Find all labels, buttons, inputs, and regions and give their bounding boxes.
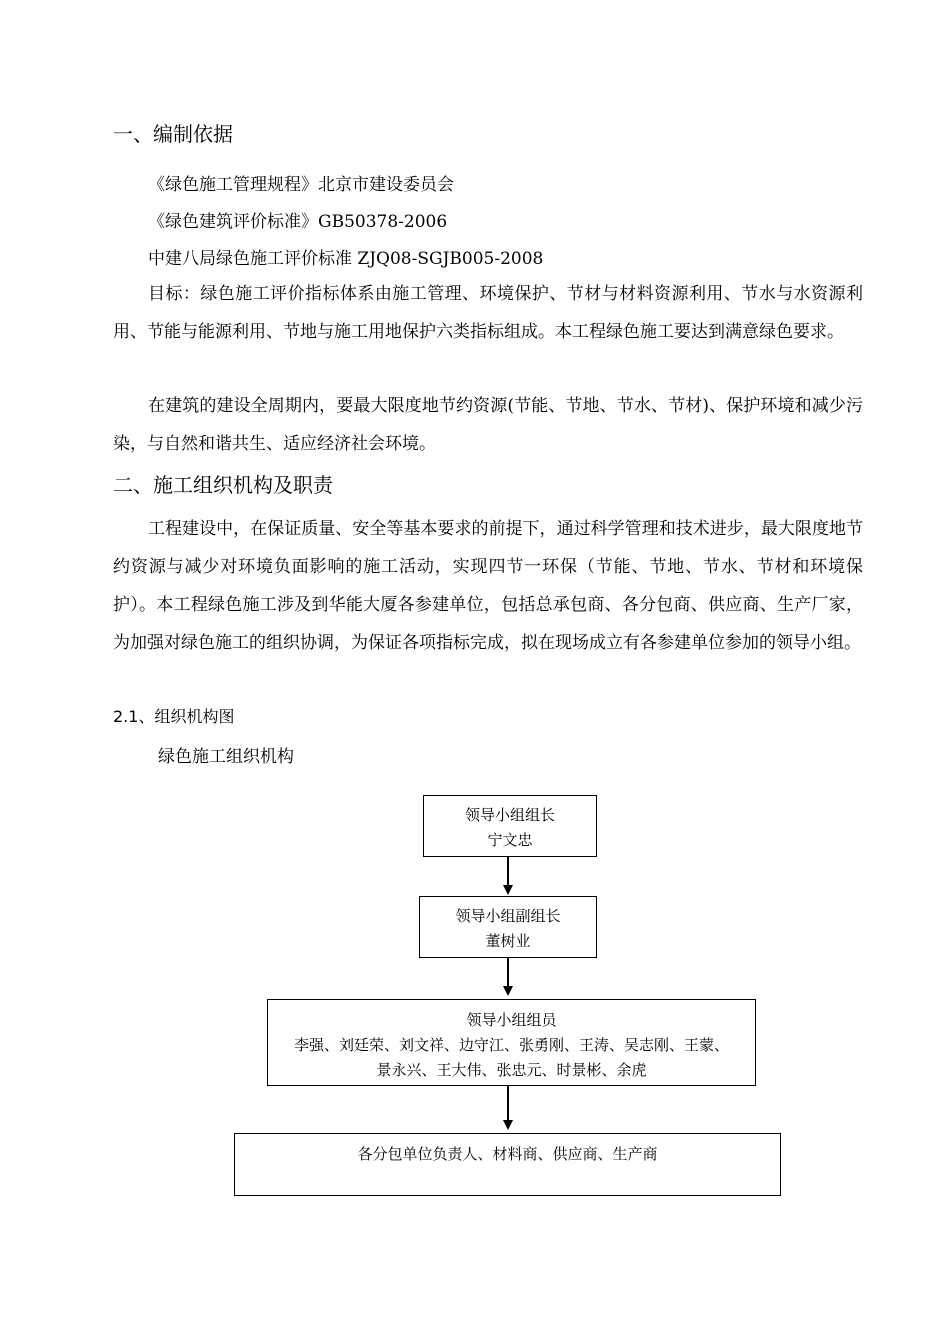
leader-box <box>423 795 597 857</box>
goal-paragraph: 目标：绿色施工评价指标体系由施工管理、环境保护、节材与材料资源利用、节水与水资源利用、节能与能源利用、节地与施工用地保护六类指标组成。本工程绿色施工要达到满意绿色要求。 <box>113 284 863 342</box>
subcontractors-box <box>234 1133 781 1196</box>
deputy-title: 领导小组副组长 <box>455 907 561 925</box>
section-2-paragraph: 工程建设中，在保证质量、安全等基本要求的前提下，通过科学管理和技术进步，最大限度地节约资源与减少对环境负面影响的施工活动，实现四节一环保（节能、节地、节水、节材和环境保护）。本工程绿色施工涉及到华能大厦各参建单位，包括总承包商、各分包商、供应商、生产厂家，为加强对绿色施工的组织协调，为保证各项指标完成，拟在现场成立有各参建单位参加的领导小组。 <box>113 519 863 653</box>
deputy-box <box>419 896 597 958</box>
arrow-line-2 <box>507 958 509 988</box>
arrow-line-3 <box>507 1086 509 1122</box>
members-line-2: 景永兴、王大伟、张忠元、时景彬、余虎 <box>376 1061 647 1079</box>
reference-1: 《绿色施工管理规程》北京市建设委员会 <box>148 175 454 195</box>
reference-3: 中建八局绿色施工评价标准 ZJQ08-SGJB005-2008 <box>148 249 544 269</box>
arrow-head-1 <box>503 885 513 895</box>
arrow-head-3 <box>503 1120 513 1130</box>
leader-name: 宁文忠 <box>487 831 533 849</box>
subsection-heading: 2.1、组织机构图 <box>113 707 235 726</box>
members-box <box>267 999 756 1086</box>
subcontractors-label: 各分包单位负责人、材料商、供应商、生产商 <box>357 1145 658 1163</box>
members-title: 领导小组组员 <box>466 1011 557 1029</box>
arrow-line-1 <box>507 857 509 887</box>
chart-title: 绿色施工组织机构 <box>158 747 294 767</box>
members-line-1: 李强、刘廷荣、刘文祥、边守江、张勇刚、王涛、吴志刚、王蒙、 <box>293 1036 729 1054</box>
section-1-heading: 一、编制依据 <box>113 122 233 146</box>
arrow-head-2 <box>503 986 513 996</box>
principle-paragraph: 在建筑的建设全周期内，要最大限度地节约资源(节能、节地、节水、节材)、保护环境和减少污染，与自然和谐共生、适应经济社会环境。 <box>113 396 863 454</box>
reference-2: 《绿色建筑评价标准》GB50378-2006 <box>148 212 448 232</box>
section-2-heading: 二、施工组织机构及职责 <box>113 473 333 497</box>
leader-title: 领导小组组长 <box>464 806 555 824</box>
deputy-name: 董树业 <box>485 932 531 950</box>
